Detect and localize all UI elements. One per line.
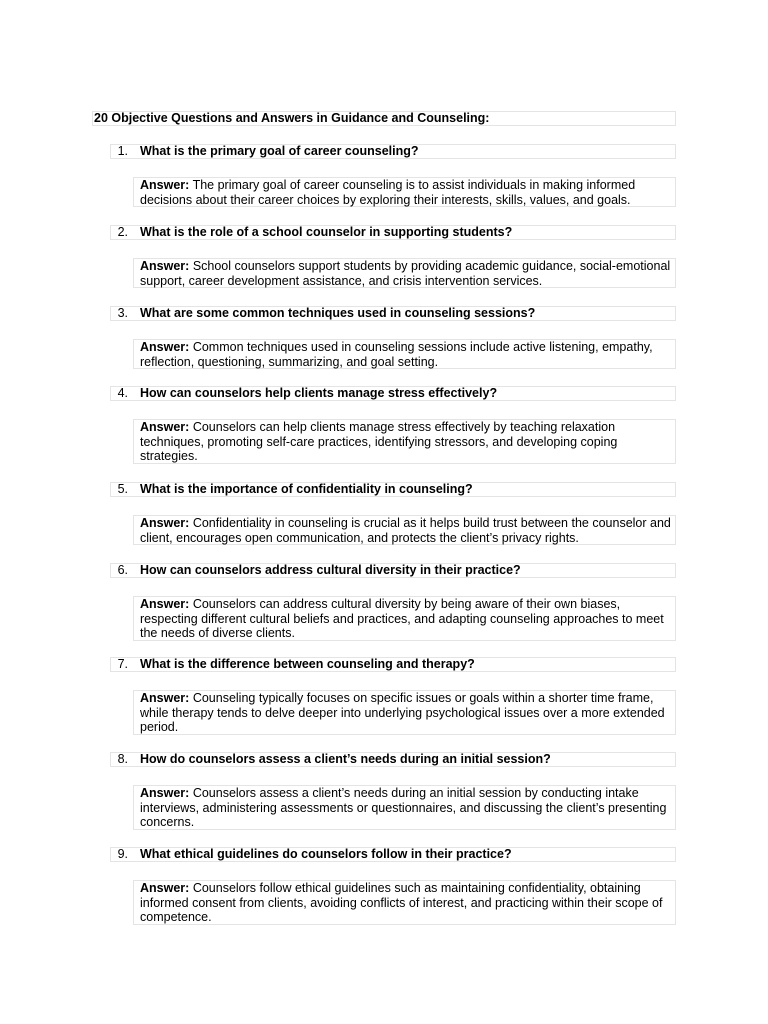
question-7 [110, 657, 676, 672]
question-text: What is the importance of confidentiality in counseling? [140, 482, 473, 496]
answer-5 [133, 515, 676, 545]
answer-9 [133, 880, 676, 925]
answer-text: Confidentiality in counseling is crucial as it helps build trust between the counselor and client, encourages open communication, and protects the client’s privacy rights. [140, 516, 671, 545]
question-text: How can counselors help clients manage stress effectively? [140, 386, 498, 400]
question-number: 7. [117, 657, 128, 671]
answer-1 [133, 177, 676, 207]
question-text: What is the role of a school counselor in supporting students? [140, 225, 513, 239]
answer-label: Answer: [140, 597, 190, 611]
question-number: 3. [117, 306, 128, 320]
answer-text: School counselors support students by providing academic guidance, social-emotional support, career development assistance, and crisis intervention services. [140, 259, 671, 288]
question-8 [110, 752, 676, 767]
answer-6 [133, 596, 676, 641]
answer-text: Counseling typically focuses on specific issues or goals within a shorter time frame, while therapy tends to delve deeper into underlying psychological issues over a more extended period. [140, 691, 665, 734]
answer-8 [133, 785, 676, 830]
answer-label: Answer: [140, 340, 190, 354]
question-5 [110, 482, 676, 497]
question-number: 1. [117, 144, 128, 158]
question-number: 8. [117, 752, 128, 766]
question-text: How do counselors assess a client’s needs during an initial session? [140, 752, 551, 766]
answer-label: Answer: [140, 691, 190, 705]
answer-label: Answer: [140, 178, 190, 192]
answer-text: Counselors can address cultural diversity by being aware of their own biases, respecting different cultural beliefs and practices, and adapting counseling approaches to meet the needs of diverse clients. [140, 597, 664, 640]
answer-text: Counselors assess a client’s needs during an initial session by conducting intake interviews, administering assessments or questionnaires, and discussing the client’s presenting concerns. [140, 786, 667, 829]
question-text: What is the primary goal of career counseling? [140, 144, 419, 158]
answer-label: Answer: [140, 259, 190, 273]
answer-7 [133, 690, 676, 735]
answer-2 [133, 258, 676, 288]
question-number: 5. [117, 482, 128, 496]
answer-label: Answer: [140, 420, 190, 434]
question-number: 9. [117, 847, 128, 861]
question-number: 6. [117, 563, 128, 577]
question-text: What is the difference between counseling and therapy? [140, 657, 475, 671]
answer-text: Counselors follow ethical guidelines such as maintaining confidentiality, obtaining informed consent from clients, avoiding conflicts of interest, and practicing within their scope of competence. [140, 881, 663, 924]
answer-label: Answer: [140, 786, 190, 800]
question-text: What ethical guidelines do counselors follow in their practice? [140, 847, 512, 861]
answer-text: Common techniques used in counseling sessions include active listening, empathy, reflection, questioning, summarizing, and goal setting. [140, 340, 653, 369]
question-text: What are some common techniques used in counseling sessions? [140, 306, 536, 320]
answer-text: Counselors can help clients manage stress effectively by teaching relaxation techniques, promoting self-care practices, identifying stressors, and developing coping strategies. [140, 420, 618, 463]
question-9 [110, 847, 676, 862]
question-3 [110, 306, 676, 321]
question-2 [110, 225, 676, 240]
question-text: How can counselors address cultural diversity in their practice? [140, 563, 521, 577]
question-4 [110, 386, 676, 401]
answer-label: Answer: [140, 881, 190, 895]
question-number: 4. [117, 386, 128, 400]
answer-3 [133, 339, 676, 369]
question-1 [110, 144, 676, 159]
answer-label: Answer: [140, 516, 190, 530]
question-number: 2. [117, 225, 128, 239]
question-6 [110, 563, 676, 578]
answer-text: The primary goal of career counseling is to assist individuals in making informed decisions about their career choices by exploring their interests, skills, values, and goals. [140, 178, 636, 207]
page-title: 20 Objective Questions and Answers in Guidance and Counseling: [92, 111, 676, 126]
answer-4 [133, 419, 676, 464]
